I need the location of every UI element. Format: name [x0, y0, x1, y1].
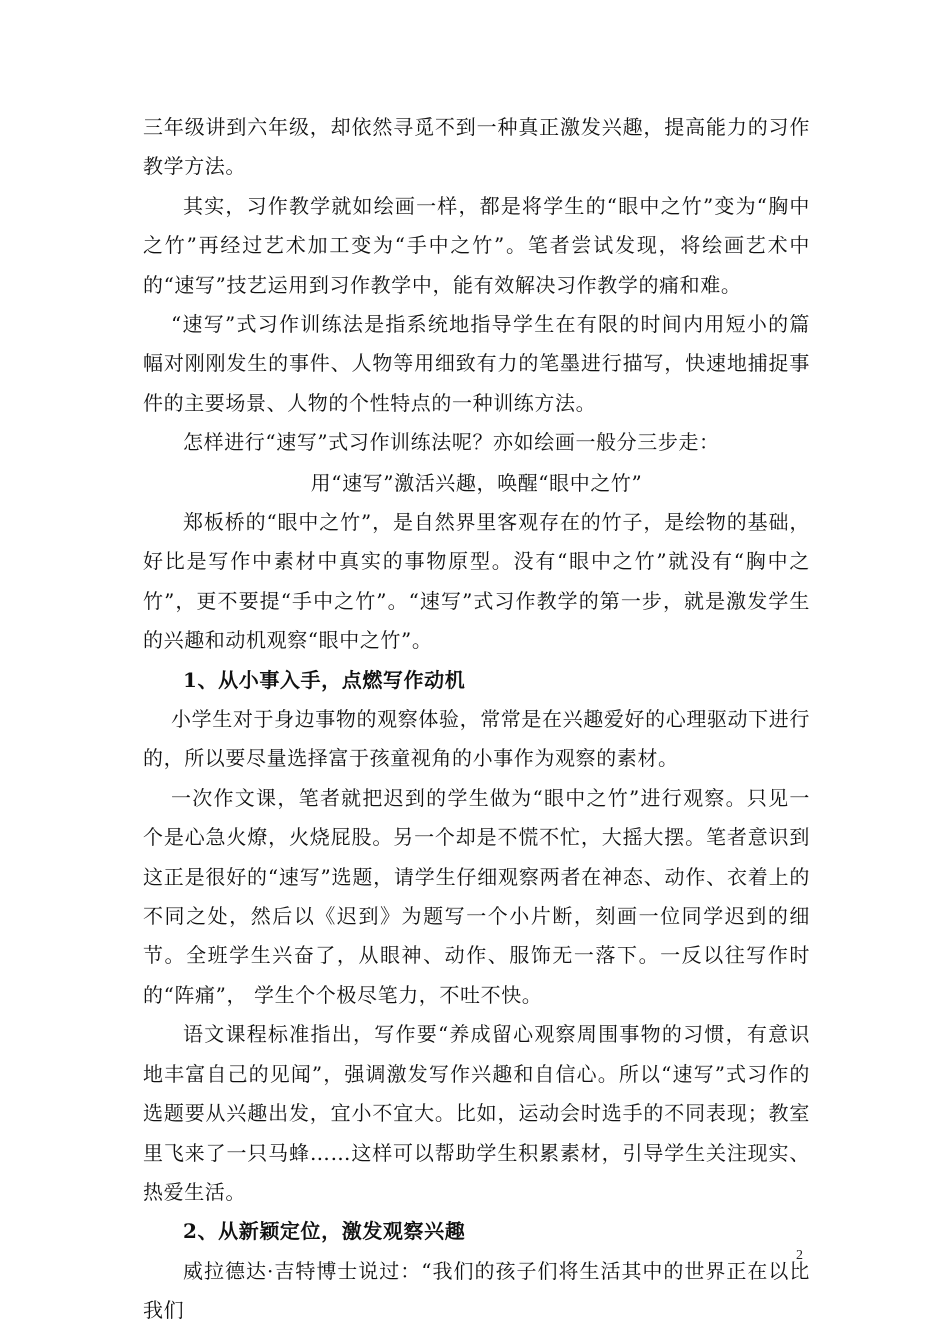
- section-paragraph-1: 郑板桥的“眼中之竹”，是自然界里客观存在的竹子，是绘物的基础，好比是写作中素材中真实的事物原型。没有“眼中之竹”就没有“胸中之竹”，更不要提“手中之竹”。“速写”式习作教学的第一步，就是激发学生的兴趣和动机观察“眼中之竹”。: [143, 510, 810, 653]
- intro-paragraph-1: 三年级讲到六年级，却依然寻觅不到一种真正激发兴趣，提高能力的习作教学方法。: [143, 115, 810, 179]
- subsection-1-title: 1、从小事入手，点燃写作动机: [183, 667, 466, 692]
- main-section: [143, 503, 810, 1331]
- intro-paragraph-2: 其实，习作教学就如绘画一样，都是将学生的“眼中之竹”变为“胸中之竹”再经过艺术加工变为“手中之竹”。笔者尝试发现，将绘画艺术中的“速写”技艺运用到习作教学中，能有效解决习作教学的痛和难。: [143, 193, 810, 297]
- subsection-2-title: 2、从新颖定位，激发观察兴趣: [183, 1219, 466, 1244]
- section-title: 用“速写”激活兴趣，唤醒“眼中之竹”: [310, 471, 643, 495]
- page-number: 2: [796, 1248, 803, 1263]
- intro-paragraph-4: 怎样进行“速写”式习作训练法呢？亦如绘画一般分三步走：: [183, 430, 720, 455]
- subsection-1-paragraph-3: 语文课程标准指出，写作要“养成留心观察周围事物的习惯，有意识地丰富自己的见闻”，强调激发写作兴趣和自信心。所以“速写”式习作的选题要从兴趣出发，宜小不宜大。比如，运动会时选手的不同表现；教室里飞来了一只马蜂……这样可以帮助学生积累素材，引导学生关注现实、热爱生活。: [143, 1022, 810, 1204]
- intro-section: [143, 108, 810, 463]
- subsection-1-paragraph-1: 小学生对于身边事物的观察体验，常常是在兴趣爱好的心理驱动下进行的，所以要尽量选择富于孩童视角的小事作为观察的素材。: [143, 707, 810, 771]
- subsection-1-paragraph-2: 一次作文课，笔者就把迟到的学生做为“眼中之竹”进行观察。只见一个是心急火燎，火烧屁股。另一个却是不慌不忙，大摇大摆。笔者意识到这正是很好的“速写”选题，请学生仔细观察两者在神态、动作、衣着上的不同之处，然后以《迟到》为题写一个小片断，刻画一位同学迟到的细节。全班学生兴奋了，从眼神、动作、服饰无一落下。一反以往写作时的“阵痛”， 学生个个极尽笔力，不吐不快。: [143, 785, 810, 1007]
- subsection-2-paragraph-1: 威拉德达·吉特博士说过：“我们的孩子们将生活其中的世界正在以比我们: [143, 1258, 810, 1323]
- intro-paragraph-3: “速写”式习作训练法是指系统地指导学生在有限的时间内用短小的篇幅对刚刚发生的事件、人物等用细致有力的笔墨进行描写，快速地捕捉事件的主要场景、人物的个性特点的一种训练方法。: [143, 312, 810, 415]
